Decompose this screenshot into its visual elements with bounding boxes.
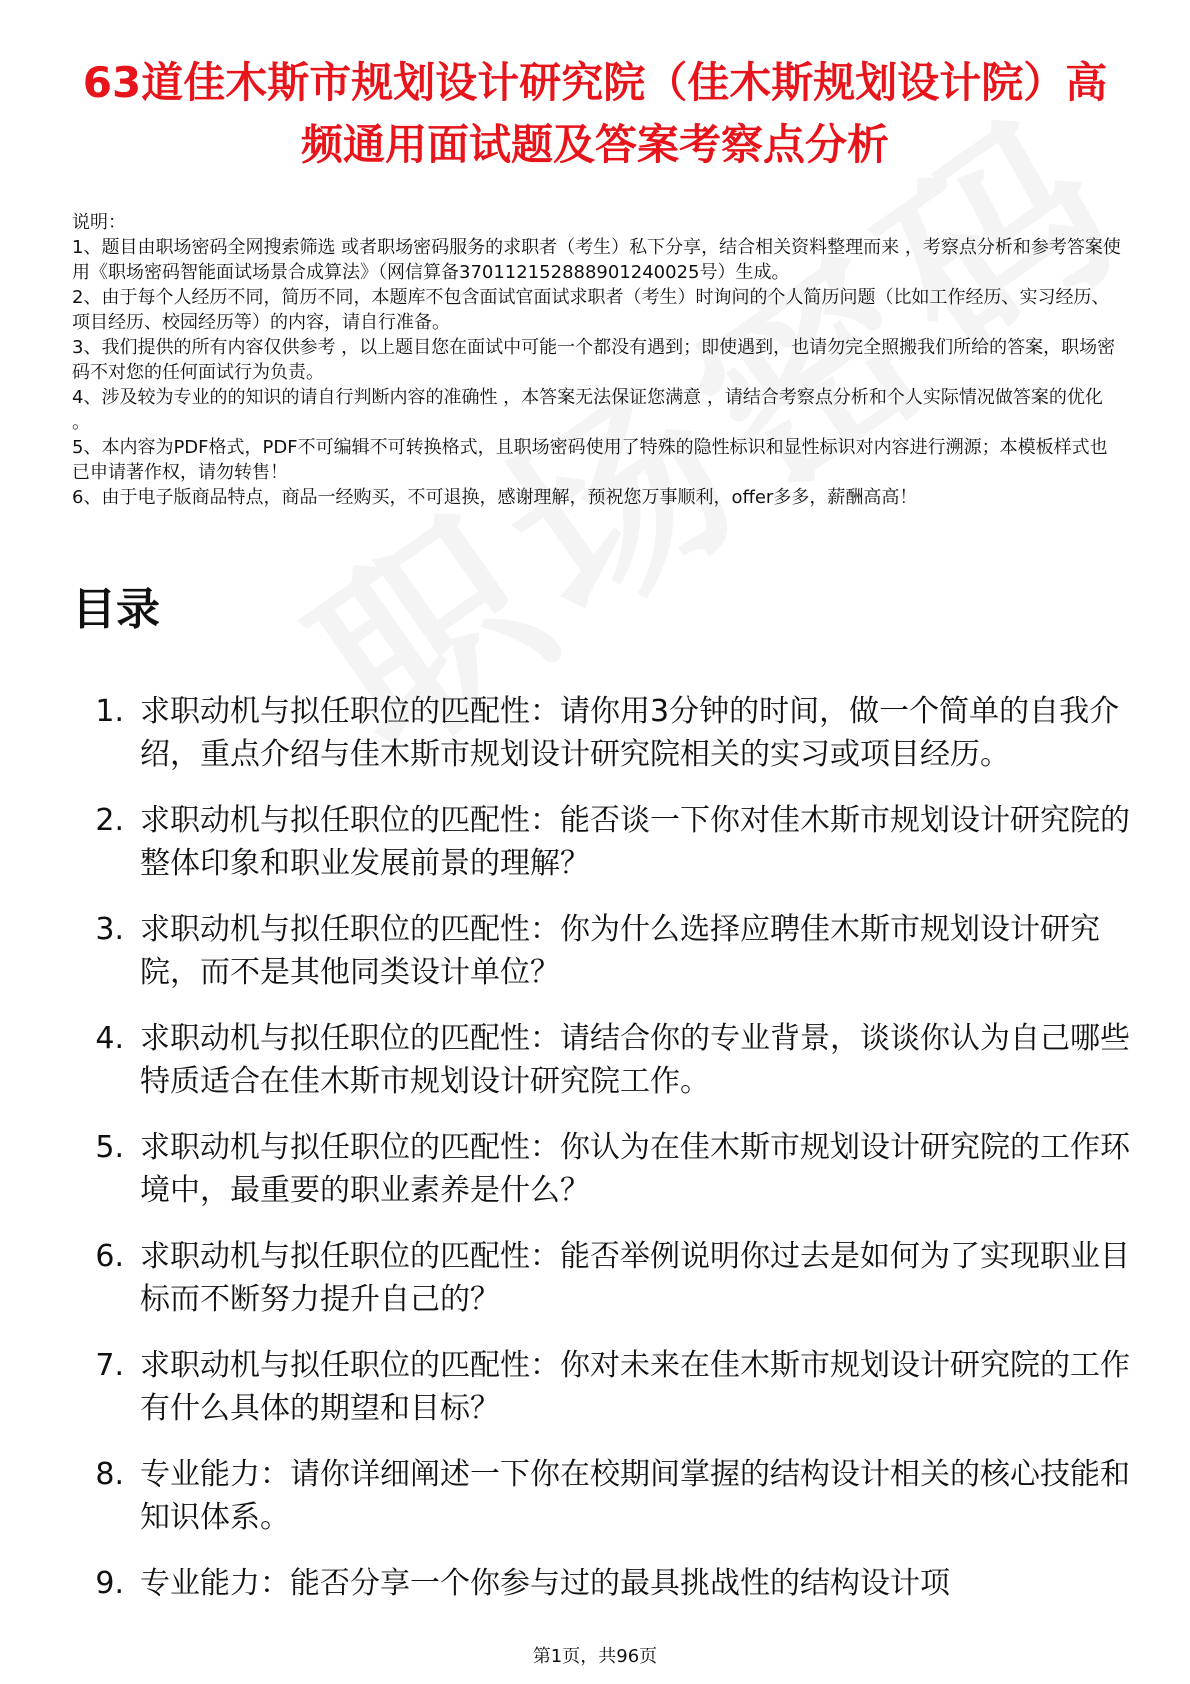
page-footer: 第1页，共96页 (532, 1646, 658, 1667)
toc-item[interactable] (72, 1235, 1132, 1321)
note-item: 4、涉及较为专业的的知识的请自行判断内容的准确性 ，本答案无法保证您满意 ，请结合考察点分析和个人实际情况做答案的优化 。 (72, 387, 1103, 433)
toc-item-text: 专业能力：能否分享一个你参与过的最具挑战性的结构设计项 (140, 1566, 950, 1601)
toc-item[interactable] (72, 1344, 1132, 1430)
note-item: 5、本内容为PDF格式，PDF不可编辑不可转换格式，且职场密码使用了特殊的隐性标识和显性标识对内容进行溯源；本模板样式也已申请著作权，请勿转售！ (72, 437, 1108, 483)
toc-item-text: 求职动机与拟任职位的匹配性：能否谈一下你对佳木斯市规划设计研究院的整体印象和职业发展前景的理解？ (140, 803, 1130, 881)
toc-list (72, 690, 1132, 1628)
note-item: 2、由于每个人经历不同，简历不同，本题库不包含面试官面试求职者（考生）时询问的个人简历问题（比如工作经历、实习经历、项目经历、校园经历等）的内容，请自行准备。 (72, 287, 1110, 333)
toc-item[interactable] (72, 1017, 1132, 1103)
note-item: 6、由于电子版商品特点，商品一经购买，不可退换，感谢理解，预祝您万事顺利，offer多多，薪酬高高！ (72, 487, 918, 508)
toc-item-number: 1. (95, 694, 124, 729)
note-item: 3、我们提供的所有内容仅供参考 ，以上题目您在面试中可能一个都没有遇到；即使遇到，也请勿完全照搬我们所给的答案，职场密码不对您的任何面试行为负责。 (72, 337, 1116, 383)
toc-item-number: 4. (95, 1021, 124, 1056)
toc-item-number: 2. (95, 803, 124, 838)
toc-item-number: 6. (95, 1239, 124, 1274)
toc-item-number: 7. (95, 1348, 124, 1383)
toc-item-text: 求职动机与拟任职位的匹配性：请你用3分钟的时间，做一个简单的自我介绍，重点介绍与佳木斯市规划设计研究院相关的实习或项目经历。 (140, 694, 1120, 772)
notes-heading: 说明： (72, 212, 126, 233)
toc-item[interactable] (72, 908, 1132, 994)
toc-item-text: 求职动机与拟任职位的匹配性：你认为在佳木斯市规划设计研究院的工作环境中，最重要的职业素养是什么？ (140, 1130, 1130, 1208)
toc-item-text: 求职动机与拟任职位的匹配性：你对未来在佳木斯市规划设计研究院的工作有什么具体的期望和目标？ (140, 1348, 1130, 1426)
notes-section (72, 210, 1122, 510)
note-item: 1、题目由职场密码全网搜索筛选 或者职场密码服务的求职者（考生）私下分享，结合相关资料整理而来 ，考察点分析和参考答案使用《职场密码智能面试场景合成算法》（网信算备370112152888901240025号）生成。 (72, 237, 1121, 283)
toc-item[interactable] (72, 1562, 1132, 1605)
toc-item[interactable] (72, 1453, 1132, 1539)
toc-item-text: 专业能力：请你详细阐述一下你在校期间掌握的结构设计相关的核心技能和知识体系。 (140, 1457, 1130, 1535)
toc-item-text: 求职动机与拟任职位的匹配性：请结合你的专业背景，谈谈你认为自己哪些特质适合在佳木斯市规划设计研究院工作。 (140, 1021, 1130, 1099)
toc-item-number: 8. (95, 1457, 124, 1492)
document-title: 63道佳木斯市规划设计研究院（佳木斯规划设计院）高频通用面试题及答案考察点分析 (82, 58, 1108, 169)
toc-item[interactable] (72, 799, 1132, 885)
toc-item[interactable] (72, 690, 1132, 776)
toc-heading: 目录 (72, 584, 160, 635)
toc-item-number: 5. (95, 1130, 124, 1165)
toc-item-number: 3. (95, 912, 124, 947)
toc-item-text: 求职动机与拟任职位的匹配性：你为什么选择应聘佳木斯市规划设计研究院，而不是其他同类设计单位？ (140, 912, 1100, 990)
toc-item-text: 求职动机与拟任职位的匹配性：能否举例说明你过去是如何为了实现职业目标而不断努力提升自己的？ (140, 1239, 1130, 1317)
toc-item[interactable] (72, 1126, 1132, 1212)
toc-item-number: 9. (95, 1566, 124, 1601)
